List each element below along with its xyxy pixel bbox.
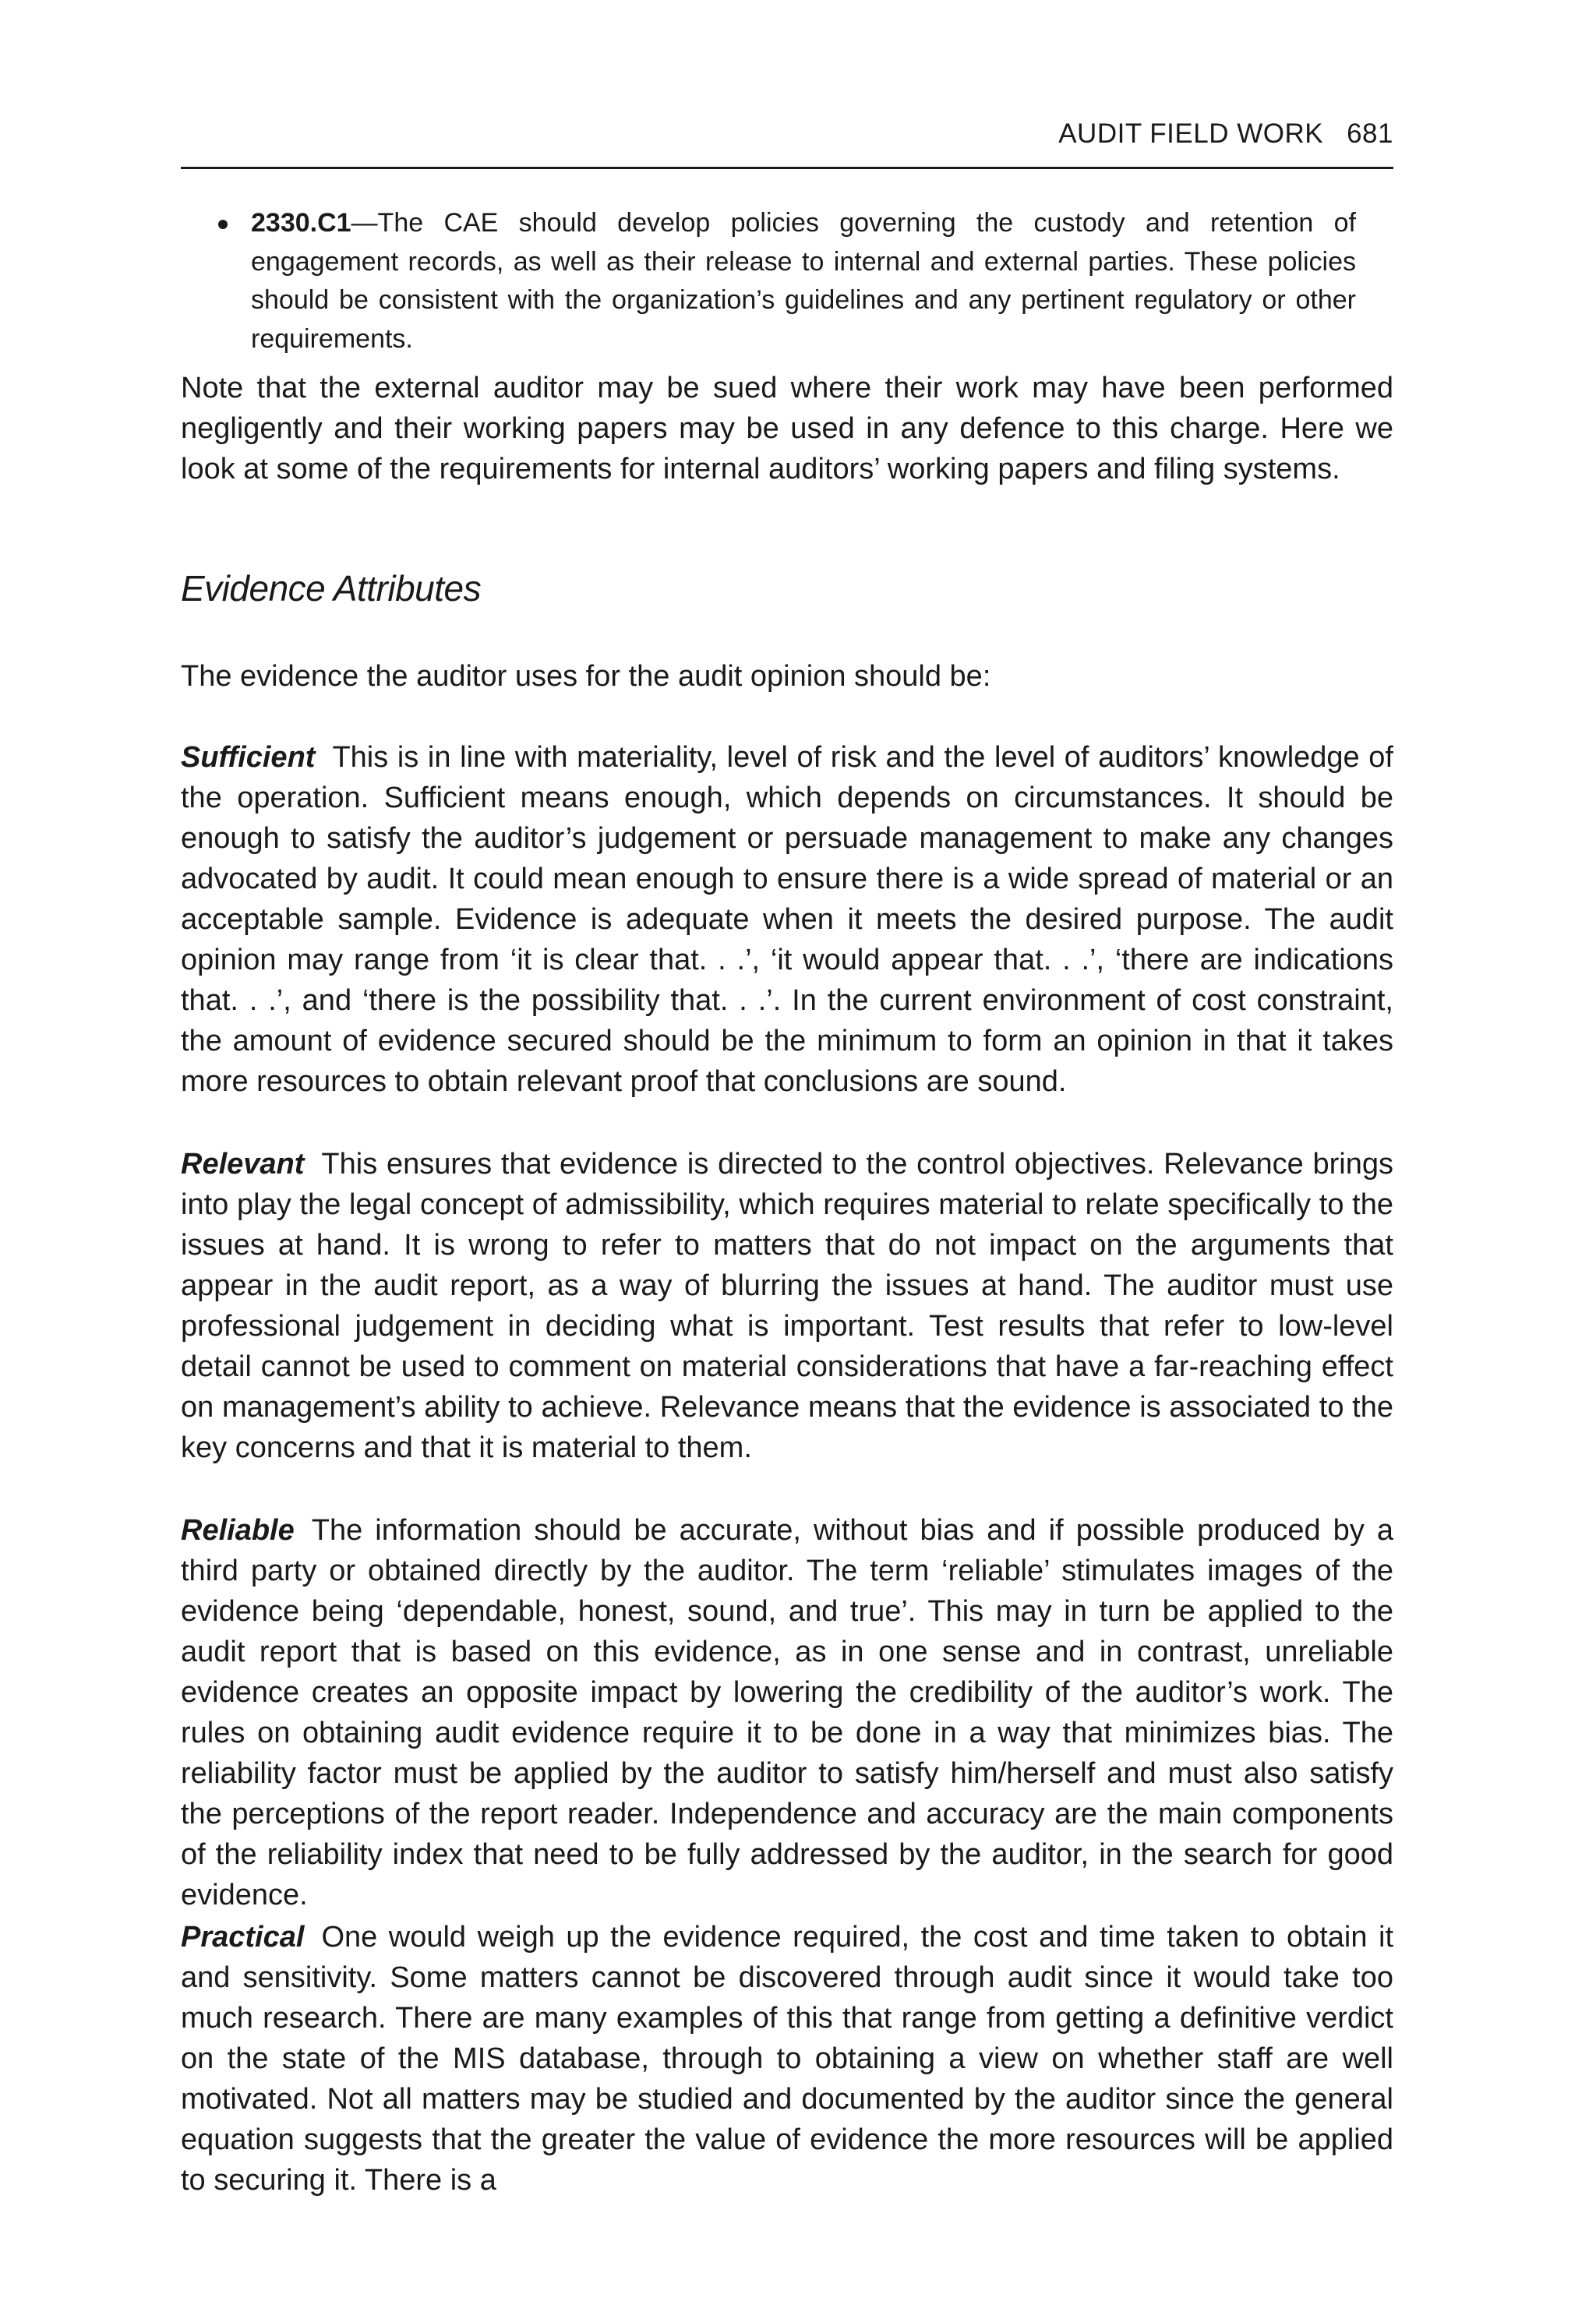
attribute-term: Sufficient: [181, 741, 316, 774]
attribute-term: Relevant: [181, 1148, 305, 1181]
attribute-practical: [181, 1917, 1393, 2201]
attribute-description: The information should be accurate, without bias and if possible produced by a third party or obtained directly by the auditor. The term ‘reliable’ stimulates images of the evidence being ‘dependable, honest, sound, and true’. This may in turn be applied to the audit report that is based on this evidence, as in one sense and in contrast, unreliable evidence creates an opposite impact by lowering the credibility of the auditor’s work. The rules on obtaining audit evidence require it to be done in a way that minimizes bias. The reliability factor must be applied by the auditor to satisfy him/herself and must also satisfy the perceptions of the report reader. Independence and accuracy are the main components of the reliability index that need to be fully addressed by the auditor, in the search for good evidence.: [181, 1514, 1393, 1911]
attribute-reliable: [181, 1510, 1393, 1915]
attribute-sufficient: [181, 737, 1393, 1102]
page-number: 681: [1347, 118, 1393, 149]
header-rule: [181, 167, 1393, 169]
standard-bullet-item: [218, 204, 1356, 358]
attribute-term: Practical: [181, 1921, 305, 1954]
attribute-relevant: [181, 1144, 1393, 1468]
attribute-description: One would weigh up the evidence required, the cost and time taken to obtain it and sensitivity. Some matters cannot be discovered through audit since it would take too much research. There are many examples of this that range from getting a definitive verdict on the state of the MIS database, through to obtaining a view on whether staff are well motivated. Not all matters may be studied and documented by the auditor since the general equation suggests that the greater the value of evidence the more resources will be applied to securing it. There is a: [181, 1921, 1393, 2197]
lead-in-sentence: The evidence the auditor uses for the audit opinion should be:: [181, 660, 991, 693]
bullet-text: [251, 204, 1356, 358]
attribute-description: This ensures that evidence is directed to the control objectives. Relevance brings into play the legal concept of admissibility, which requires material to relate specifically to the issues at hand. It is wrong to refer to matters that do not impact on the arguments that appear in the audit report, as a way of blurring the issues at hand. The auditor must use professional judgement in deciding what is important. Test results that refer to low-level detail cannot be used to comment on material considerations that have a far-reaching effect on management’s ability to achieve. Relevance means that the evidence is associated to the key concerns and that it is material to them.: [181, 1148, 1393, 1464]
standard-description: —The CAE should develop policies governing the custody and retention of engagement records, as well as their release to internal and external parties. These policies should be consistent with the organization’s guidelines and any pertinent regulatory or other requirements.: [251, 208, 1356, 354]
standard-code: 2330.C1: [251, 208, 351, 238]
attribute-term: Reliable: [181, 1514, 295, 1547]
intro-paragraph: Note that the external auditor may be sued where their work may have been performed negligently and their working papers may be used in any defence to this charge. Here we look at some of the requirements for internal auditors’ working papers and filing systems.: [181, 372, 1393, 485]
running-head: [1058, 118, 1393, 150]
running-title: AUDIT FIELD WORK: [1058, 118, 1324, 149]
section-heading: Evidence Attributes: [181, 568, 482, 609]
attribute-description: This is in line with materiality, level of risk and the level of auditors’ knowledge of the operation. Sufficient means enough, which depends on circumstances. It should be enough to satisfy the auditor’s judgement or persuade management to make any changes advocated by audit. It could mean enough to ensure there is a wide spread of material or an acceptable sample. Evidence is adequate when it meets the desired purpose. The audit opinion may range from ‘it is clear that. . .’, ‘it would appear that. . .’, ‘there are indications that. . .’, and ‘there is the possibility that. . .’. In the current environment of cost constraint, the amount of evidence secured should be the minimum to form an opinion in that it takes more resources to obtain relevant proof that conclusions are sound.: [181, 741, 1393, 1098]
bullet-icon: [218, 220, 228, 229]
